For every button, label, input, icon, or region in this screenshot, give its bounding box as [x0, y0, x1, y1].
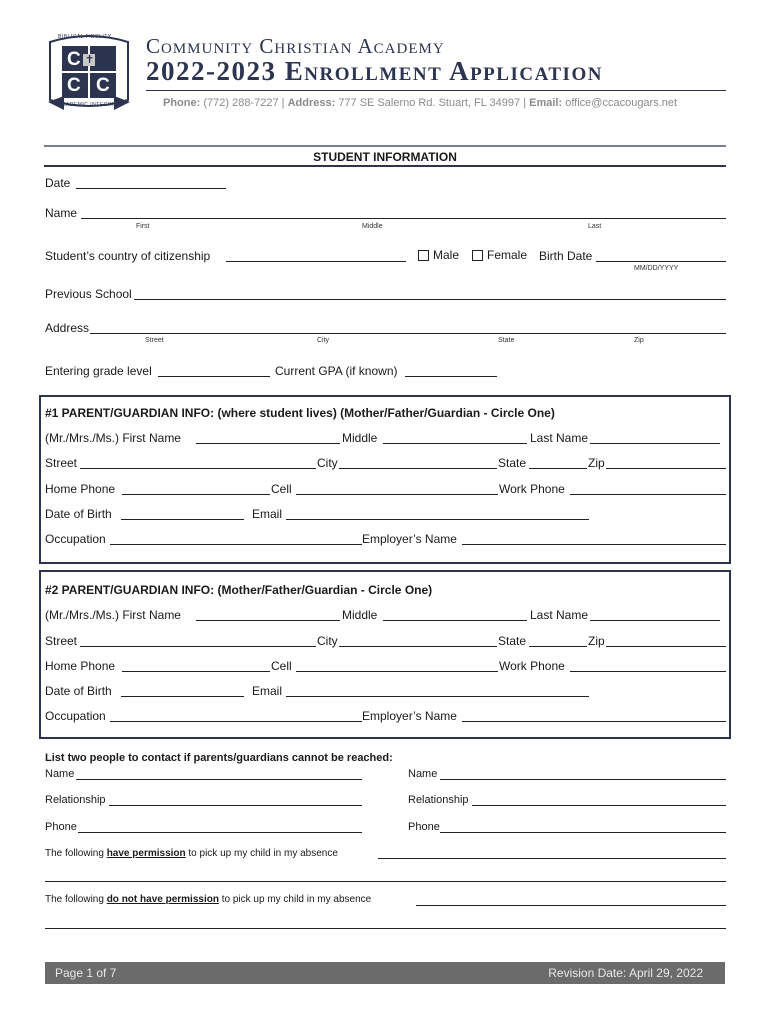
p2-work-phone-field[interactable] — [570, 671, 726, 672]
email-label: Email: — [529, 97, 563, 109]
p2-first-name-field[interactable] — [196, 620, 340, 621]
p2-last-name-label: Last Name — [530, 608, 589, 622]
p2-last-name-field[interactable] — [590, 620, 720, 621]
p2-street-label: Street — [45, 634, 78, 648]
permission-not-field-2[interactable] — [45, 928, 726, 929]
p1-street-label: Street — [45, 456, 78, 470]
logo-bottom-text: ACADEMIC INTEGRITY — [58, 102, 122, 108]
permission-not-emphasis: do not have permission — [106, 894, 219, 905]
p2-occupation-field[interactable] — [110, 721, 362, 722]
p1-work-phone-label: Work Phone — [499, 482, 565, 496]
contact1-name-label: Name — [45, 768, 75, 780]
permission-have-emphasis: have permission — [106, 848, 186, 859]
footer-bar — [45, 962, 725, 984]
p1-occupation-label: Occupation — [45, 532, 106, 546]
p1-middle-field[interactable] — [383, 443, 527, 444]
contacts-title: List two people to contact if parents/guardians cannot be reached: — [45, 752, 393, 764]
p1-cell-label: Cell — [271, 482, 292, 496]
p2-middle-label: Middle — [342, 608, 378, 622]
contact2-name-label: Name — [408, 768, 438, 780]
grade-label: Entering grade level — [45, 364, 152, 378]
contact1-phone-label: Phone — [45, 821, 77, 833]
separator-1: | — [281, 97, 285, 109]
p2-home-phone-field[interactable] — [122, 671, 270, 672]
date-field[interactable] — [76, 188, 226, 189]
p1-city-label: City — [317, 456, 338, 470]
contact2-relationship-field[interactable] — [472, 805, 726, 806]
p1-street-field[interactable] — [80, 468, 316, 469]
p2-email-field[interactable] — [286, 696, 589, 697]
citizenship-label: Student’s country of citizenship — [45, 249, 211, 263]
logo-letter-1: C — [67, 49, 81, 70]
permission-have-field-2[interactable] — [45, 881, 726, 882]
p2-city-field[interactable] — [339, 646, 497, 647]
student-address-field[interactable] — [90, 333, 726, 334]
p1-city-field[interactable] — [339, 468, 497, 469]
p1-zip-label: Zip — [588, 456, 605, 470]
p1-email-field[interactable] — [286, 519, 589, 520]
p2-street-field[interactable] — [80, 646, 316, 647]
p2-email-label: Email — [252, 684, 283, 698]
birth-date-field[interactable] — [596, 261, 726, 262]
p2-middle-field[interactable] — [383, 620, 527, 621]
gpa-field[interactable] — [405, 376, 497, 377]
female-label: Female — [487, 248, 528, 262]
p1-middle-label: Middle — [342, 431, 378, 445]
name-sub-last: Last — [588, 223, 602, 230]
p1-state-label: State — [498, 456, 527, 470]
p1-cell-field[interactable] — [296, 494, 498, 495]
permission-not-text — [45, 893, 371, 907]
phone-label: Phone: — [163, 97, 201, 109]
p2-home-phone-label: Home Phone — [45, 659, 116, 673]
p1-work-phone-field[interactable] — [570, 494, 726, 495]
name-label: Name — [45, 206, 78, 220]
p1-first-name-field[interactable] — [196, 443, 340, 444]
contact1-relationship-label: Relationship — [45, 794, 106, 806]
p2-state-field[interactable] — [529, 646, 587, 647]
permission-not-prefix: The following — [45, 894, 107, 905]
p1-occupation-field[interactable] — [110, 544, 362, 545]
gpa-label: Current GPA (if known) — [275, 364, 398, 378]
separator-2: | — [523, 97, 527, 109]
p1-home-phone-label: Home Phone — [45, 482, 116, 496]
school-name: Community Christian Academy — [146, 34, 445, 58]
p1-dob-field[interactable] — [121, 519, 244, 520]
p1-employer-field[interactable] — [462, 544, 726, 545]
p2-state-label: State — [498, 634, 527, 648]
cross-icon: ✝ — [85, 54, 95, 66]
birth-date-format: MM/DD/YYYY — [634, 265, 679, 272]
address-sub-city: City — [317, 337, 330, 344]
p1-employer-label: Employer’s Name — [362, 532, 457, 546]
address-sub-street: Street — [145, 337, 164, 344]
p2-cell-label: Cell — [271, 659, 292, 673]
p1-last-name-label: Last Name — [530, 431, 589, 445]
p2-zip-field[interactable] — [606, 646, 726, 647]
section-rule-top — [44, 145, 726, 147]
page-number: Page 1 of 7 — [55, 966, 117, 980]
p1-dob-label: Date of Birth — [45, 507, 112, 521]
logo-letter-3: C — [96, 75, 110, 96]
permission-suffix: to pick up my child in my absence — [185, 848, 338, 859]
p2-zip-label: Zip — [588, 634, 605, 648]
permission-have-text — [45, 847, 338, 861]
address-sub-zip: Zip — [634, 337, 644, 344]
male-option[interactable] — [418, 248, 459, 262]
contact2-name-field[interactable] — [440, 779, 726, 780]
phone-value: (772) 288-7227 — [203, 97, 279, 109]
female-option[interactable] — [472, 248, 527, 262]
p2-employer-label: Employer’s Name — [362, 709, 457, 723]
p2-employer-field[interactable] — [462, 721, 726, 722]
contact2-phone-label: Phone — [408, 821, 440, 833]
permission-not-suffix: to pick up my child in my absence — [218, 894, 372, 905]
header-rule — [146, 90, 726, 91]
logo-letter-2: C — [67, 75, 81, 96]
logo-top-text: BIBLICAL FIDELITY — [58, 34, 112, 40]
permission-not-field[interactable] — [416, 905, 726, 906]
contact2-phone-field[interactable] — [440, 832, 726, 833]
p2-dob-field[interactable] — [121, 696, 244, 697]
name-sub-first: First — [136, 223, 150, 230]
name-sub-middle: Middle — [362, 223, 383, 230]
grade-field[interactable] — [158, 376, 270, 377]
contact1-name-field[interactable] — [76, 779, 362, 780]
contact1-relationship-field[interactable] — [109, 805, 362, 806]
male-checkbox[interactable] — [418, 250, 429, 261]
p1-home-phone-field[interactable] — [122, 494, 270, 495]
previous-school-label: Previous School — [45, 287, 132, 301]
female-checkbox[interactable] — [472, 250, 483, 261]
permission-have-field[interactable] — [378, 858, 726, 859]
parent1-title: #1 PARENT/GUARDIAN INFO: (where student lives) (Mother/Father/Guardian - Circle One) — [45, 406, 555, 420]
section-rule-bottom — [44, 165, 726, 167]
parent2-title: #2 PARENT/GUARDIAN INFO: (Mother/Father/Guardian - Circle One) — [45, 583, 433, 597]
p1-last-name-field[interactable] — [590, 443, 720, 444]
address-label: Address — [45, 321, 90, 335]
revision-date: Revision Date: April 29, 2022 — [548, 966, 703, 980]
student-section-title: STUDENT INFORMATION — [313, 150, 457, 164]
address-label: Address: — [287, 97, 336, 109]
email-value: office@ccacougars.net — [565, 97, 678, 109]
birth-date-label: Birth Date — [539, 249, 593, 263]
contact1-phone-field[interactable] — [78, 832, 362, 833]
permission-prefix: The following — [45, 848, 107, 859]
p1-email-label: Email — [252, 507, 283, 521]
date-label: Date — [45, 176, 71, 190]
citizenship-field[interactable] — [226, 261, 406, 262]
p2-first-name-label: (Mr./Mrs./Ms.) First Name — [45, 608, 181, 622]
contact2-relationship-label: Relationship — [408, 794, 469, 806]
student-name-field[interactable] — [81, 218, 726, 219]
school-logo — [44, 32, 134, 114]
previous-school-field[interactable] — [134, 299, 726, 300]
form-title: 2022-2023 Enrollment Application — [146, 56, 603, 86]
contact-line — [163, 97, 677, 109]
p1-state-field[interactable] — [529, 468, 587, 469]
p2-cell-field[interactable] — [296, 671, 498, 672]
p2-occupation-label: Occupation — [45, 709, 106, 723]
p1-first-name-label: (Mr./Mrs./Ms.) First Name — [45, 431, 181, 445]
address-sub-state: State — [498, 337, 515, 344]
p1-zip-field[interactable] — [606, 468, 726, 469]
male-label: Male — [433, 248, 460, 262]
p2-work-phone-label: Work Phone — [499, 659, 565, 673]
p2-city-label: City — [317, 634, 338, 648]
address-value: 777 SE Salerno Rd. Stuart, FL 34997 — [338, 97, 521, 109]
p2-dob-label: Date of Birth — [45, 684, 112, 698]
